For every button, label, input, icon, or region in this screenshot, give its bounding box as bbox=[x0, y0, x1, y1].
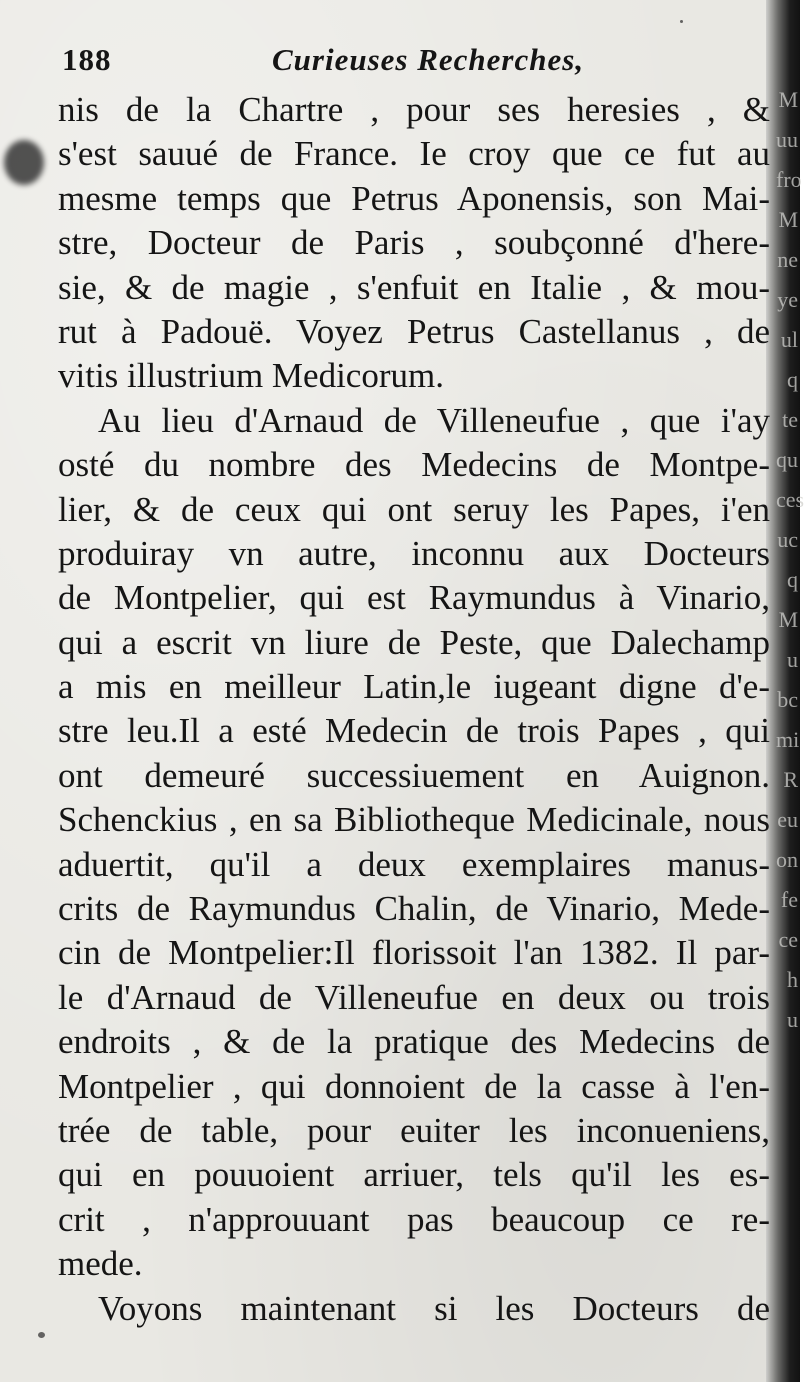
text-line: trée de table, pour euiter les inconueniens, bbox=[58, 1110, 770, 1150]
text-line: sie, & de magie , s'enfuit en Italie , & mou- bbox=[58, 267, 770, 307]
text-line: stre, Docteur de Paris , soubçonné d'here- bbox=[58, 223, 770, 263]
text-line: vitis illustrium Medicorum. bbox=[58, 356, 444, 396]
text-line: produiray vn autre, inconnu aux Docteurs bbox=[58, 533, 770, 573]
gutter-mark: fro bbox=[776, 167, 802, 192]
text-line: le d'Arnaud de Villeneufue en deux ou trois bbox=[58, 977, 770, 1017]
text-line: de Montpelier, qui est Raymundus à Vinario, bbox=[58, 578, 770, 618]
text-line: endroits , & de la pratique des Medecins de bbox=[58, 1022, 770, 1062]
text-line: stre leu.Il a esté Medecin de trois Papes , qui bbox=[58, 711, 770, 751]
text-line: lier, & de ceux qui ont seruy les Papes, i'en bbox=[58, 489, 770, 529]
text-line: aduertit, qu'il a deux exemplaires manus- bbox=[58, 844, 770, 884]
text-line: Montpelier , qui donnoient de la casse à l'en- bbox=[58, 1066, 770, 1106]
text-line: nis de la Chartre , pour ses heresies , & bbox=[58, 90, 770, 129]
gutter-mark: eu bbox=[777, 807, 798, 832]
text-line: crits de Raymundus Chalin, de Vinario, Mede- bbox=[58, 889, 770, 929]
ink-speck bbox=[680, 20, 683, 23]
text-line: rut à Padouë. Voyez Petrus Castellanus , de bbox=[58, 311, 770, 351]
gutter-mark: u bbox=[787, 1007, 798, 1032]
gutter-mark: ne bbox=[777, 247, 798, 272]
gutter-mark: uu bbox=[776, 127, 798, 152]
gutter-mark: on bbox=[776, 847, 798, 872]
text-line: cin de Montpelier:Il florissoit l'an 1382. Il par- bbox=[58, 933, 770, 973]
gutter-mark: M bbox=[778, 207, 798, 232]
body-text bbox=[58, 88, 770, 1331]
gutter-mark: ye bbox=[777, 287, 798, 312]
text-line: s'est sauué de France. Ie croy que ce fut au bbox=[58, 134, 770, 174]
ink-blot bbox=[4, 140, 44, 185]
gutter-mark: uc bbox=[777, 527, 798, 552]
gutter-mark: fe bbox=[780, 887, 798, 912]
gutter-mark: M bbox=[778, 607, 798, 632]
text-line: qui en pouuoient arriuer, tels qu'il les es- bbox=[58, 1155, 770, 1195]
gutter-mark: q bbox=[787, 367, 798, 392]
gutter-mark: R bbox=[783, 767, 798, 792]
facing-page-fragments bbox=[776, 80, 804, 1280]
text-line: Schenckius , en sa Bibliotheque Medicinale, nous bbox=[58, 800, 770, 840]
gutter-mark: h bbox=[787, 967, 798, 992]
text-line: ont demeuré successiuement en Auignon. bbox=[58, 755, 770, 795]
text-line: a mis en meilleur Latin,le iugeant digne d'e- bbox=[58, 667, 770, 707]
page-number: 188 bbox=[62, 42, 112, 77]
gutter-mark: ces bbox=[776, 487, 804, 512]
gutter-mark: M bbox=[778, 87, 798, 112]
paragraph-start-line: Au lieu d'Arnaud de Villeneufue , que i'ay bbox=[98, 400, 770, 440]
text-line: osté du nombre des Medecins de Montpe- bbox=[58, 445, 770, 485]
gutter-mark: ul bbox=[780, 327, 798, 352]
running-title: Curieuses Recherches, bbox=[272, 42, 585, 77]
paragraph-start-line: Voyons maintenant si les Docteurs de bbox=[98, 1288, 770, 1328]
ink-speck bbox=[38, 1332, 45, 1338]
text-line: mede. bbox=[58, 1244, 143, 1284]
gutter-mark: qu bbox=[776, 447, 798, 472]
text-line: crit , n'approuuant pas beaucoup ce re- bbox=[58, 1199, 770, 1239]
gutter-mark: bc bbox=[777, 687, 798, 712]
gutter-mark: q bbox=[787, 567, 798, 592]
text-line: mesme temps que Petrus Aponensis, son Mai- bbox=[58, 178, 770, 218]
gutter-mark: mi bbox=[776, 727, 800, 752]
page-header bbox=[62, 42, 772, 86]
text-line: qui a escrit vn liure de Peste, que Dalechamp bbox=[58, 622, 770, 662]
gutter-mark: te bbox=[782, 407, 798, 432]
binding-gutter bbox=[766, 0, 804, 1382]
gutter-mark: ce bbox=[778, 927, 798, 952]
gutter-mark: u bbox=[787, 647, 798, 672]
